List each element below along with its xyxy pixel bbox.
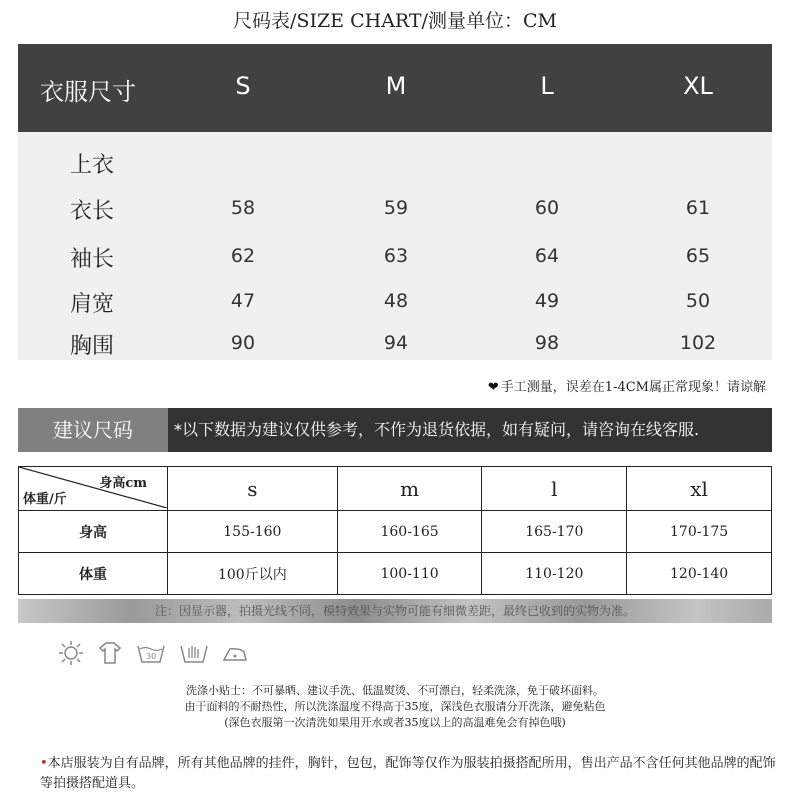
recommend-text: *以下数据为建议仅供参考，不作为退货依据，如有疑问，请咨询在线客服. [174, 420, 700, 439]
cell: 94 [383, 332, 409, 354]
header-label: 衣服尺寸 [40, 78, 136, 106]
wash-tip-line: 洗涤小贴士：不可暴晒、建议手洗、低温熨烫、不可漂白，轻柔洗涤，免于破坏面料。 [186, 684, 604, 697]
corner-weight-label: 体重/斤 [23, 492, 67, 507]
cell: 61 [685, 197, 711, 219]
heart-icon: ❤ [487, 380, 499, 395]
table-row [19, 511, 772, 553]
section-label: 上衣 [70, 153, 115, 178]
hanger-icon [97, 640, 123, 670]
table-cell: 100斤以内 [168, 553, 338, 595]
cell: 58 [230, 197, 256, 219]
care-icons [58, 640, 256, 666]
wash-tips [0, 683, 790, 731]
size-s: S [235, 72, 251, 100]
wash-tip-line: (深色衣服第一次清洗如果用开水或者35度以上的高温难免会有掉色哦) [224, 716, 566, 729]
cell: 98 [534, 332, 560, 354]
svg-text:30: 30 [146, 652, 157, 661]
table-cell: 120-140 [627, 553, 772, 595]
row-label-chest: 胸围 [70, 334, 115, 359]
cell: 63 [383, 245, 409, 267]
page-title: 尺码表/SIZE CHART/测量单位：CM [233, 10, 557, 32]
table-cell: 165-170 [482, 511, 627, 553]
table-cell: 155-160 [168, 511, 338, 553]
col-size-l: l [482, 467, 627, 511]
row-label-weight: 体重 [19, 553, 168, 595]
wash-tip-line: 由于面料的不耐热性，所以洗涤温度不得高于35度，深浅色衣服请分开洗涤，避免粘色 [184, 700, 606, 713]
cell: 48 [383, 290, 409, 312]
corner-height-label: 身高cm [99, 476, 147, 491]
iron-icon [222, 640, 248, 670]
cell: 90 [230, 332, 256, 354]
row-label-sleeve: 袖长 [70, 247, 115, 272]
measure-note [488, 376, 766, 395]
cell: 50 [685, 290, 711, 312]
size-chart-body [18, 132, 772, 360]
cell: 59 [383, 197, 409, 219]
row-label-shoulder: 肩宽 [70, 292, 115, 317]
cell: 49 [534, 290, 560, 312]
row-label-height: 身高 [19, 511, 168, 553]
recommend-bar [18, 408, 772, 452]
recommend-table [18, 466, 772, 595]
recommend-label: 建议尺码 [18, 408, 168, 452]
footer-text: 本店服装为自有品牌，所有其他品牌的挂件，胸针，包包，配饰等仅作为服装拍摄搭配所用，售出产品不含任何其他品牌的配饰等拍摄搭配道具。 [40, 756, 776, 791]
measure-note-text: 手工测量，误差在1-4CM属正常现象！请谅解 [500, 380, 766, 395]
hand-wash-icon [179, 640, 209, 670]
cell: 47 [230, 290, 256, 312]
bullet-dot: • [40, 756, 48, 771]
sun-icon [58, 640, 84, 670]
cell: 62 [230, 245, 256, 267]
table-row [19, 553, 772, 595]
size-chart-header [18, 44, 772, 132]
table-cell: 170-175 [627, 511, 772, 553]
row-label-length: 衣长 [70, 199, 115, 224]
cell: 64 [534, 245, 560, 267]
col-size-xl: xl [627, 467, 772, 511]
size-m: M [385, 72, 407, 100]
table-header-row [19, 467, 772, 511]
col-size-m: m [337, 467, 482, 511]
size-xl: XL [683, 72, 713, 100]
table-corner [19, 467, 168, 511]
cell: 65 [685, 245, 711, 267]
size-l: L [540, 72, 554, 100]
table-cell: 100-110 [337, 553, 482, 595]
cell: 60 [534, 197, 560, 219]
cell: 102 [679, 332, 717, 354]
col-size-s: s [168, 467, 338, 511]
footer-note [40, 754, 780, 794]
table-cell: 160-165 [337, 511, 482, 553]
display-notice: 注：因显示器，拍摄光线不同，模特效果与实物可能有细微差距，最终已收到的实物为准。 [18, 599, 772, 623]
wash-30-icon [136, 640, 166, 670]
table-cell: 110-120 [482, 553, 627, 595]
